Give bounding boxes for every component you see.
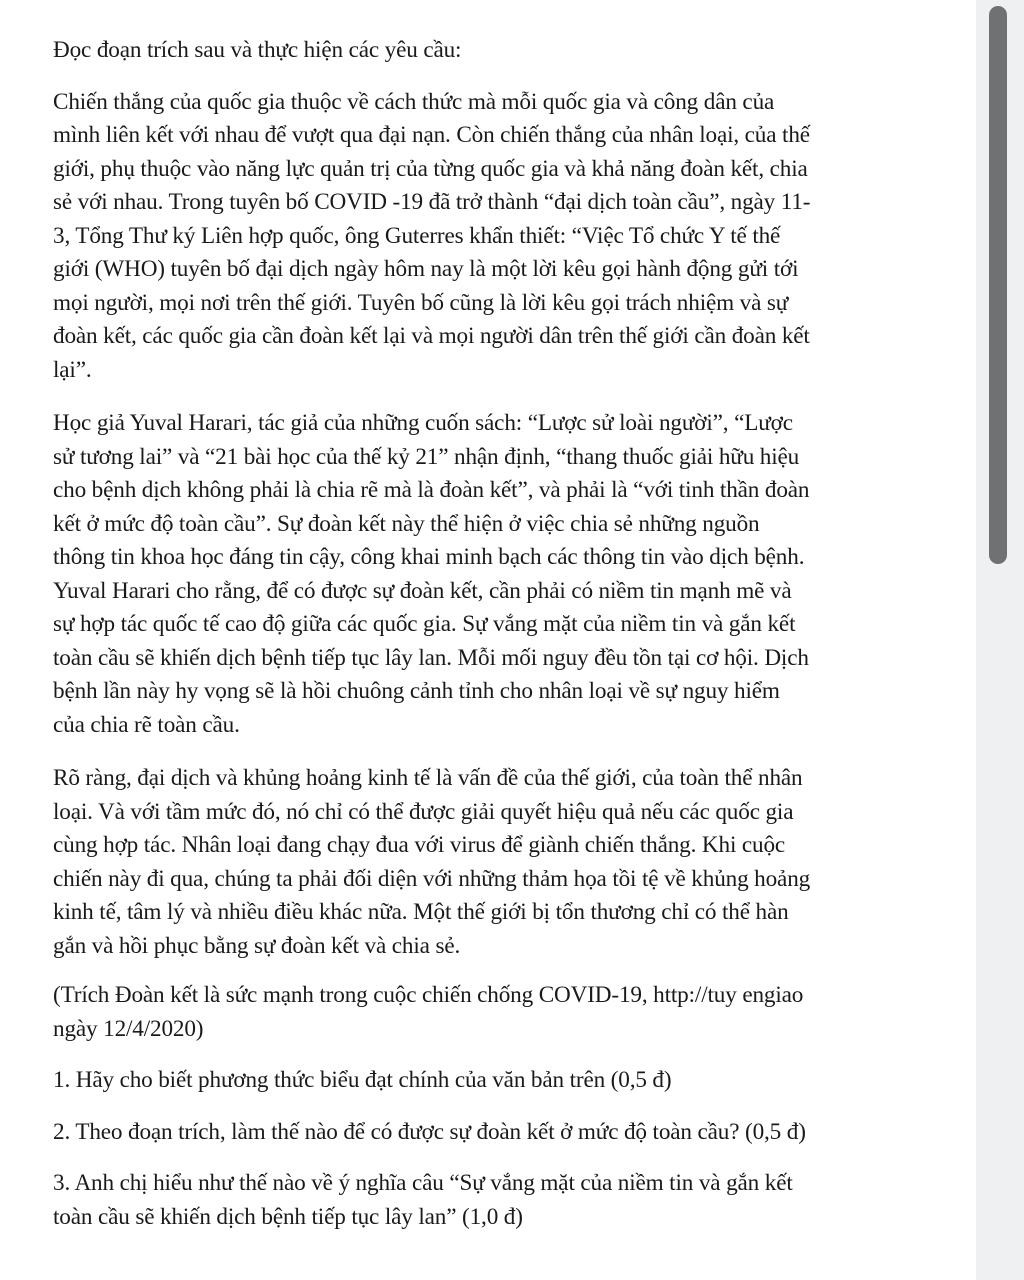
- question-3-line: toàn cầu sẽ khiến dịch bệnh tiếp tục lây lan” (1,0 đ): [53, 1203, 523, 1230]
- paragraph-1-line: sẻ với nhau. Trong tuyên bố COVID -19 đã trở thành “đại dịch toàn cầu”, ngày 11-: [53, 189, 811, 215]
- paragraph-2-line: Học giả Yuval Harari, tác giả của những cuốn sách: “Lược sử loài người”, “Lược: [53, 410, 793, 436]
- paragraph-2-line: toàn cầu sẽ khiến dịch bệnh tiếp tục lây lan. Mỗi mối nguy đều tồn tại cơ hội. Dịch: [53, 644, 809, 671]
- paragraph-1: [53, 86, 953, 388]
- paragraph-3-line: Rõ ràng, đại dịch và khủng hoảng kinh tế là vấn đề của thế giới, của toàn thể nhân: [53, 765, 803, 791]
- paragraph-1-line: 3, Tổng Thư ký Liên hợp quốc, ông Guterres khẩn thiết: “Việc Tổ chức Y tế thế: [53, 222, 781, 249]
- paragraph-2-line: Yuval Harari cho rằng, để có được sự đoàn kết, cần phải có niềm tin mạnh mẽ và: [53, 577, 792, 604]
- paragraph-1-line: lại”.: [53, 356, 92, 383]
- source-citation-line: ngày 12/4/2020): [53, 1015, 204, 1042]
- question-3-line: 3. Anh chị hiểu như thế nào về ý nghĩa câu “Sự vắng mặt của niềm tin và gắn kết: [53, 1170, 793, 1196]
- paragraph-2: [53, 407, 953, 742]
- paragraph-2-line: bệnh lần này hy vọng sẽ là hồi chuông cảnh tỉnh cho nhân loại về sự nguy hiểm: [53, 678, 780, 704]
- paragraph-1-line: giới (WHO) tuyên bố đại dịch ngày hôm nay là một lời kêu gọi hành động gửi tới: [53, 256, 799, 282]
- paragraph-2-line: của chia rẽ toàn cầu.: [53, 711, 240, 738]
- question-2: 2. Theo đoạn trích, làm thế nào để có được sự đoàn kết ở mức độ toàn cầu? (0,5 đ): [53, 1118, 806, 1145]
- paragraph-3-line: chiến này đi qua, chúng ta phải đối diện với những thảm họa tồi tệ về khủng hoảng: [53, 865, 811, 892]
- document-content: [53, 34, 953, 1234]
- paragraph-2-line: sự hợp tác quốc tế cao độ giữa các quốc gia. Sự vắng mặt của niềm tin và gắn kết: [53, 611, 796, 637]
- instruction-text: Đọc đoạn trích sau và thực hiện các yêu cầu:: [53, 37, 462, 63]
- paragraph-2-line: thông tin khoa học đáng tin cậy, công khai minh bạch các thông tin vào dịch bệnh.: [53, 544, 805, 570]
- paragraph-2-line: sử tương lai” và “21 bài học của thế kỷ 21” nhận định, “thang thuốc giải hữu hiệu: [53, 443, 800, 470]
- source-citation-line: (Trích Đoàn kết là sức mạnh trong cuộc chiến chống COVID-19, http://tuy engiao: [53, 982, 804, 1008]
- paragraph-3-line: gắn và hồi phục bằng sự đoàn kết và chia sẻ.: [53, 932, 461, 959]
- paragraph-1-line: đoàn kết, các quốc gia cần đoàn kết lại và mọi người dân trên thế giới cần đoàn kết: [53, 323, 810, 349]
- paragraph-2-line: cho bệnh dịch không phải là chia rẽ mà là đoàn kết”, và phải là “với tinh thần đoàn: [53, 477, 810, 503]
- paragraph-3: [53, 762, 953, 963]
- paragraph-2-line: kết ở mức độ toàn cầu”. Sự đoàn kết này thể hiện ở việc chia sẻ những nguồn: [53, 510, 760, 537]
- paragraph-3-line: loại. Và với tầm mức đó, nó chỉ có thể được giải quyết hiệu quả nếu các quốc gia: [53, 798, 794, 825]
- question-1: 1. Hãy cho biết phương thức biểu đạt chính của văn bản trên (0,5 đ): [53, 1067, 672, 1093]
- paragraph-3-line: kinh tế, tâm lý và nhiều điều khác nữa. Một thế giới bị tổn thương chỉ có thể hàn: [53, 899, 789, 925]
- scrollbar-thumb[interactable]: [989, 6, 1007, 564]
- source-citation: [53, 979, 953, 1046]
- paragraph-1-line: mọi người, mọi nơi trên thế giới. Tuyên bố cũng là lời kêu gọi trách nhiệm và sự: [53, 289, 789, 316]
- paragraph-3-line: cùng hợp tác. Nhân loại đang chạy đua với virus để giành chiến thắng. Khi cuộc: [53, 832, 786, 858]
- paragraph-1-line: giới, phụ thuộc vào năng lực quản trị của từng quốc gia và khả năng đoàn kết, chia: [53, 155, 808, 182]
- question-3: [53, 1167, 953, 1234]
- paragraph-1-line: mình liên kết với nhau để vượt qua đại nạn. Còn chiến thắng của nhân loại, của thế: [53, 122, 810, 148]
- paragraph-1-line: Chiến thắng của quốc gia thuộc về cách thức mà mỗi quốc gia và công dân của: [53, 88, 775, 115]
